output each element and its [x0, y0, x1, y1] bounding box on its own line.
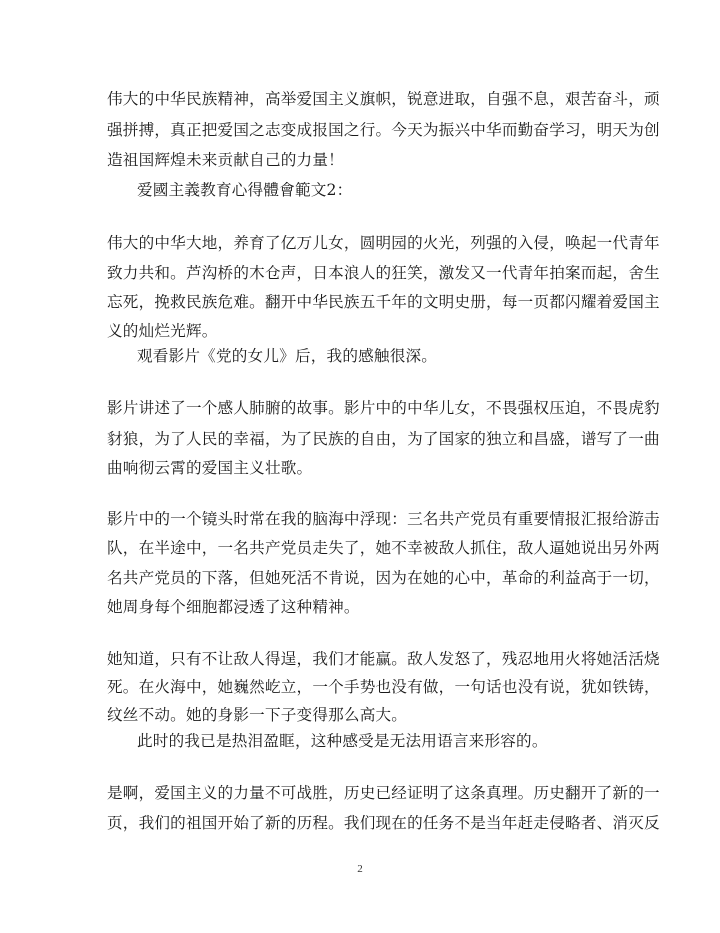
paragraph-1-line-1: 伟大的中华民族精神，高举爱国主义旗帜，锐意进取，自强不息，艰苦奋斗，顽 [107, 90, 660, 108]
page-number: 2 [357, 863, 363, 875]
section-heading: 爱國主義教育心得體會範文2： [137, 181, 353, 199]
paragraph-7-line-3: 纹丝不动。她的身影一下子变得那么高大。 [107, 706, 408, 724]
paragraph-5-line-3: 曲响彻云霄的爱国主义壮歌。 [107, 459, 313, 477]
paragraph-3-line-3: 忘死，挽救民族危难。翻开中华民族五千年的文明史册，每一页都闪耀着爱国主 [107, 293, 660, 311]
paragraph-4-line-1: 观看影片《党的女儿》后，我的感触很深。 [137, 347, 438, 365]
paragraph-3-line-1: 伟大的中华大地，养育了亿万儿女，圆明园的火光，列强的入侵，唤起一代青年 [107, 234, 660, 252]
paragraph-3-line-2: 致力共和。芦沟桥的木仓声，日本浪人的狂笑，激发又一代青年拍案而起，舍生 [107, 264, 660, 282]
paragraph-6-line-2: 队，在半途中，一名共产党员走失了，她不幸被敌人抓住，敌人逼她说出另外两 [107, 539, 660, 557]
paragraph-6-line-3: 名共产党员的下落，但她死活不肯说，因为在她的心中，革命的利益高于一切， [107, 569, 660, 587]
paragraph-9-line-1: 是啊，爱国主义的力量不可战胜，历史已经证明了这条真理。历史翻开了新的一 [107, 784, 660, 802]
paragraph-7-line-1: 她知道，只有不让敌人得逞，我们才能赢。敌人发怒了，残忍地用火将她活活烧 [107, 650, 660, 668]
paragraph-9-line-2: 页，我们的祖国开始了新的历程。我们现在的任务不是当年赶走侵略者、消灭反 [107, 814, 660, 832]
paragraph-5-line-2: 豺狼，为了人民的幸福，为了民族的自由，为了国家的独立和昌盛，谱写了一曲 [107, 430, 660, 448]
paragraph-8-line-1: 此时的我已是热泪盈眶，这种感受是无法用语言来形容的。 [137, 732, 548, 750]
paragraph-6-line-4: 她周身每个细胞都浸透了这种精神。 [107, 598, 360, 616]
paragraph-5-line-1: 影片讲述了一个感人肺腑的故事。影片中的中华儿女，不畏强权压迫，不畏虎豹 [107, 399, 660, 417]
paragraph-1-line-2: 强拼搏，真正把爱国之志变成报国之行。今天为振兴中华而勤奋学习，明天为创 [107, 121, 660, 139]
paragraph-1-line-3: 造祖国辉煌未来贡献自己的力量！ [107, 151, 344, 169]
paragraph-7-line-2: 死。在火海中，她巍然屹立，一个手势也没有做，一句话也没有说，犹如铁铸， [107, 678, 660, 696]
paragraph-6-line-1: 影片中的一个镜头时常在我的脑海中浮现：三名共产党员有重要情报汇报给游击 [107, 510, 660, 528]
paragraph-3-line-4: 义的灿烂光辉。 [107, 322, 218, 340]
